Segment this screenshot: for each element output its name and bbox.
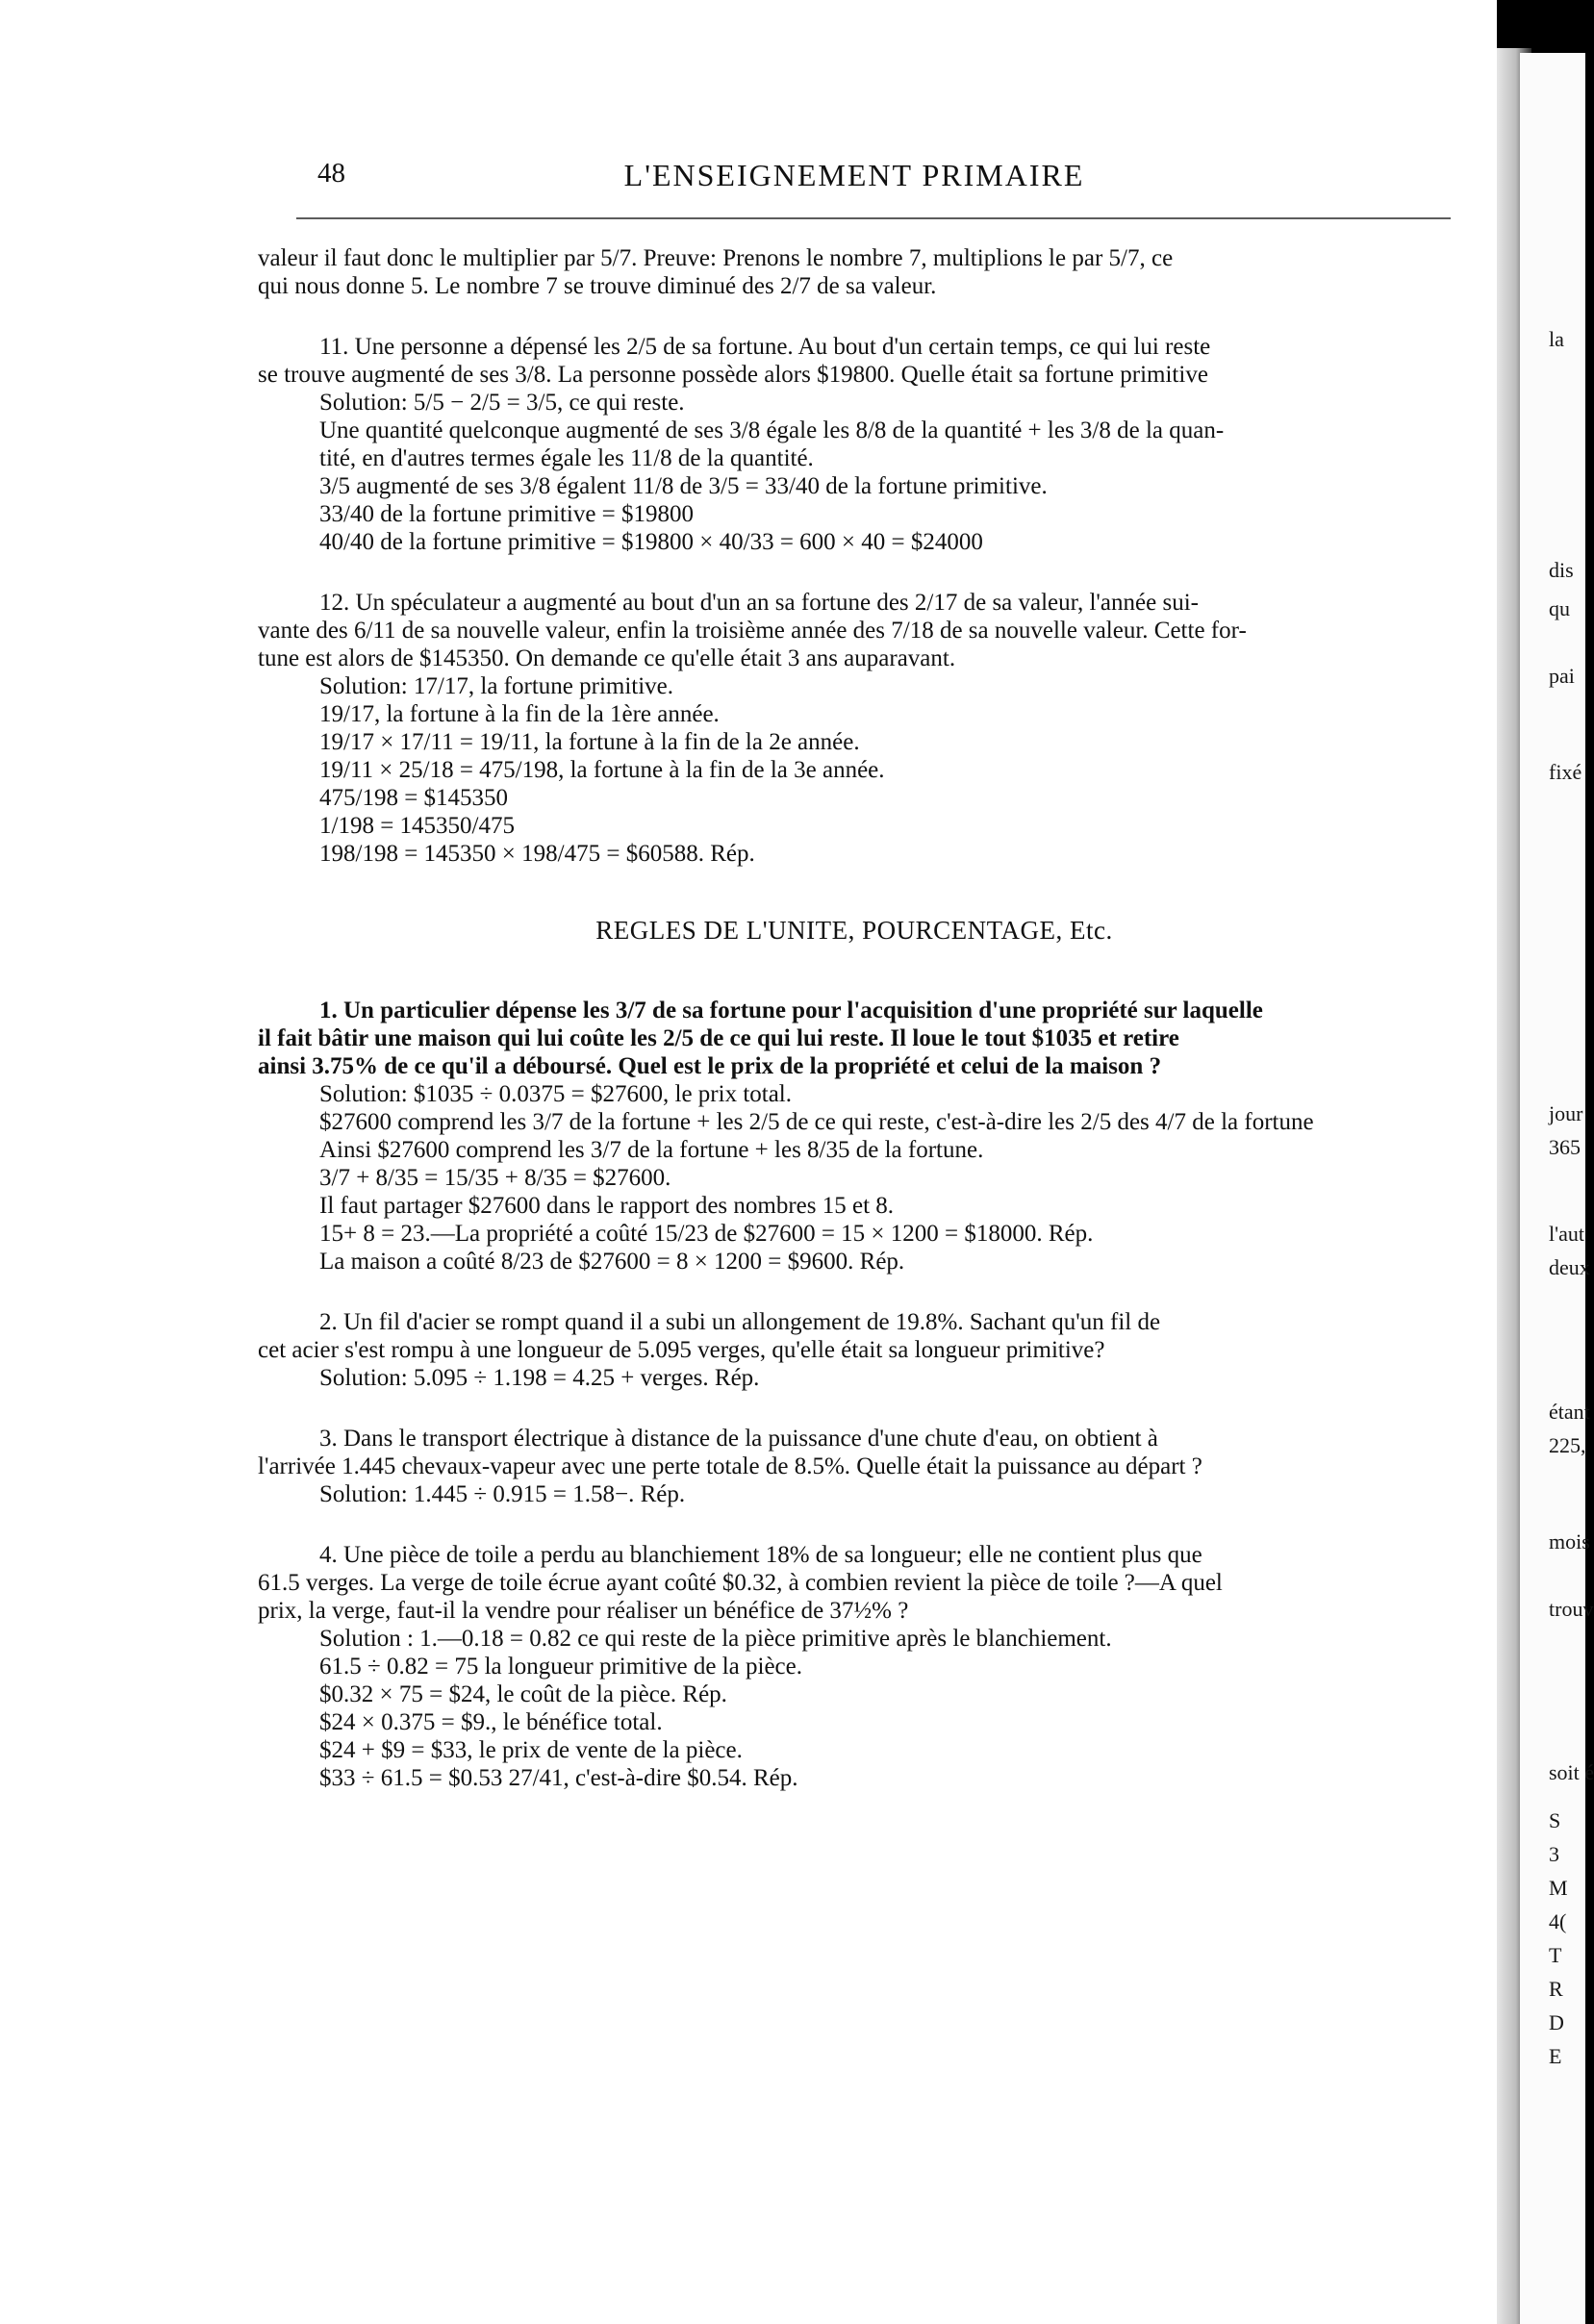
next-page-fragment: 4( bbox=[1549, 1909, 1567, 1933]
solution-line: $24 × 0.375 = $9., le bénéfice total. bbox=[319, 1709, 663, 1735]
solution-line: Il faut partager $27600 dans le rapport des nombres 15 et 8. bbox=[319, 1193, 895, 1219]
block-gap bbox=[258, 964, 1451, 997]
solution-line: Une quantité quelconque augmenté de ses 3/8 égale les 8/8 de la quantité + les 3/8 de la quan- bbox=[319, 417, 1225, 443]
statement-line: 1. Un particulier dépense les 3/7 de sa fortune pour l'acquisition d'une propriété sur laquelle bbox=[319, 998, 1263, 1023]
next-page-fragment: dis bbox=[1549, 558, 1574, 582]
solution-line: Solution: 5.095 ÷ 1.198 = 4.25 + verges. Rép. bbox=[319, 1365, 760, 1391]
statement-line: 3. Dans le transport électrique à distance de la puissance d'une chute d'eau, on obtient à bbox=[319, 1426, 1158, 1452]
block-gap bbox=[258, 1792, 1451, 1825]
next-page-fragment: M bbox=[1549, 1876, 1568, 1900]
next-page-fragment: E bbox=[1549, 2044, 1562, 2068]
next-page-fragment: deux bbox=[1549, 1255, 1590, 1279]
statement-line: cet acier s'est rompu à une longueur de 5.095 verges, qu'elle était sa longueur primitive? bbox=[258, 1337, 1105, 1363]
solution-line: 198/198 = 145350 × 198/475 = $60588. Rép. bbox=[319, 841, 755, 867]
problem-block bbox=[258, 997, 1451, 1276]
solution-line: Ainsi $27600 comprend les 3/7 de la fortune + les 8/35 de la fortune. bbox=[319, 1137, 984, 1163]
problem-block bbox=[258, 333, 1451, 556]
solution-line: 40/40 de la fortune primitive = $19800 × 40/33 = 600 × 40 = $24000 bbox=[319, 529, 983, 555]
next-page-fragment: T bbox=[1549, 1943, 1562, 1967]
statement-line: 4. Une pièce de toile a perdu au blanchiement 18% de sa longueur; elle ne contient plus que bbox=[319, 1542, 1202, 1568]
solution-line: 15+ 8 = 23.—La propriété a coûté 15/23 de $27600 = 15 × 1200 = $18000. Rép. bbox=[319, 1221, 1094, 1247]
statement-line: valeur il faut donc le multiplier par 5/7. Preuve: Prenons le nombre 7, multiplions le par 5/7, ce bbox=[258, 245, 1174, 271]
solution-line: La maison a coûté 8/23 de $27600 = 8 × 1200 = $9600. Rép. bbox=[319, 1249, 905, 1275]
problem-block bbox=[258, 1541, 1451, 1792]
next-page-fragment: R bbox=[1549, 1977, 1563, 2001]
next-page-fragment: la bbox=[1549, 327, 1564, 351]
solution-line: Solution: $1035 ÷ 0.0375 = $27600, le prix total. bbox=[319, 1081, 793, 1107]
solution-line: 33/40 de la fortune primitive = $19800 bbox=[319, 501, 695, 527]
solution-line: Solution: 5/5 − 2/5 = 3/5, ce qui reste. bbox=[319, 390, 685, 416]
block-gap bbox=[258, 868, 1451, 900]
statement-line: il fait bâtir une maison qui lui coûte les 2/5 de ce qui lui reste. Il loue le tout $1035 et retire bbox=[258, 1025, 1179, 1051]
solution-line: 3/7 + 8/35 = 15/35 + 8/35 = $27600. bbox=[319, 1165, 671, 1191]
statement-line: prix, la verge, faut-il la vendre pour réaliser un bénéfice de 37½% ? bbox=[258, 1598, 909, 1624]
text-block bbox=[258, 244, 1451, 300]
statement-line: 12. Un spéculateur a augmenté au bout d'un an sa fortune des 2/17 de sa valeur, l'année sui- bbox=[319, 590, 1199, 616]
statement-line: ainsi 3.75% de ce qu'il a déboursé. Quel est le prix de la propriété et celui de la maison ? bbox=[258, 1053, 1162, 1079]
solution-line: Solution: 1.445 ÷ 0.915 = 1.58−. Rép. bbox=[319, 1481, 686, 1507]
solution-line: Solution: 17/17, la fortune primitive. bbox=[319, 673, 674, 699]
block-gap bbox=[258, 300, 1451, 333]
next-page-fragment: trouv bbox=[1549, 1597, 1594, 1621]
section-heading-block bbox=[258, 916, 1451, 945]
solution-line: 475/198 = $145350 bbox=[319, 785, 509, 811]
next-page-fragment: pai bbox=[1549, 664, 1575, 688]
page-header bbox=[258, 144, 1451, 198]
page-content bbox=[258, 144, 1451, 1825]
next-page-fragment: 365 bbox=[1549, 1135, 1581, 1159]
solution-line: 19/11 × 25/18 = 475/198, la fortune à la fin de la 3e année. bbox=[319, 757, 885, 783]
statement-line: 61.5 verges. La verge de toile écrue ayant coûté $0.32, à combien revient la pièce de toile ?—A quel bbox=[258, 1570, 1223, 1596]
statement-line: tune est alors de $145350. On demande ce qu'elle était 3 ans auparavant. bbox=[258, 645, 956, 671]
statement-line: l'arrivée 1.445 chevaux-vapeur avec une perte totale de 8.5%. Quelle était la puissance au départ ? bbox=[258, 1453, 1202, 1479]
statement-line: 11. Une personne a dépensé les 2/5 de sa fortune. Au bout d'un certain temps, ce qui lui reste bbox=[319, 334, 1211, 360]
solution-line: 19/17, la fortune à la fin de la 1ère année. bbox=[319, 701, 720, 727]
solution-line: 61.5 ÷ 0.82 = 75 la longueur primitive de la pièce. bbox=[319, 1654, 803, 1680]
next-page-edge bbox=[1520, 53, 1594, 2324]
next-page-fragment: fixé bbox=[1549, 760, 1582, 784]
solution-line: tité, en d'autres termes égale les 11/8 de la quantité. bbox=[319, 445, 814, 471]
block-gap bbox=[258, 1276, 1451, 1308]
statement-line: 2. Un fil d'acier se rompt quand il a subi un allongement de 19.8%. Sachant qu'un fil de bbox=[319, 1309, 1161, 1335]
problem-block bbox=[258, 589, 1451, 868]
statement-line: qui nous donne 5. Le nombre 7 se trouve diminué des 2/7 de sa valeur. bbox=[258, 273, 937, 299]
solution-line: 19/17 × 17/11 = 19/11, la fortune à la fin de la 2e année. bbox=[319, 729, 860, 755]
block-gap bbox=[258, 1392, 1451, 1425]
next-page-fragment: soit é bbox=[1549, 1760, 1594, 1784]
block-gap bbox=[258, 1508, 1451, 1541]
running-title: L'ENSEIGNEMENT PRIMAIRE bbox=[623, 158, 1085, 192]
solution-line: 1/198 = 145350/475 bbox=[319, 813, 515, 839]
next-page-fragment: 225, bbox=[1549, 1433, 1586, 1457]
block-gap bbox=[258, 556, 1451, 589]
header-rule bbox=[296, 217, 1451, 219]
next-page-fragment: D bbox=[1549, 2010, 1564, 2034]
next-page-fragment: mois bbox=[1549, 1529, 1590, 1554]
next-page-fragment: jour bbox=[1549, 1101, 1583, 1125]
solution-line: $0.32 × 75 = $24, le coût de la pièce. Rép. bbox=[319, 1681, 727, 1707]
solution-line: $27600 comprend les 3/7 de la fortune + les 2/5 de ce qui reste, c'est-à-dire les 2/5 des 4/7 de la fortune bbox=[319, 1109, 1314, 1135]
next-page-fragment: S bbox=[1549, 1808, 1561, 1832]
section-title: REGLES DE L'UNITE, POURCENTAGE, Etc. bbox=[595, 916, 1113, 945]
next-page-fragment: qu bbox=[1549, 596, 1570, 620]
next-page-fragment: étant bbox=[1549, 1400, 1590, 1424]
next-page-fragment: 3 bbox=[1549, 1842, 1559, 1866]
solution-line: 3/5 augmenté de ses 3/8 égalent 11/8 de 3/5 = 33/40 de la fortune primitive. bbox=[319, 473, 1048, 499]
statement-line: vante des 6/11 de sa nouvelle valeur, enfin la troisième année des 7/18 de sa nouvelle valeur. Cette for- bbox=[258, 618, 1247, 644]
next-page-fragment: l'aut bbox=[1549, 1222, 1584, 1246]
problem-block bbox=[258, 1308, 1451, 1392]
solution-line: $33 ÷ 61.5 = $0.53 27/41, c'est-à-dire $0.54. Rép. bbox=[319, 1765, 798, 1791]
statement-line: se trouve augmenté de ses 3/8. La personne possède alors $19800. Quelle était sa fortune primitive bbox=[258, 362, 1208, 388]
page-number: 48 bbox=[317, 158, 345, 189]
text-body bbox=[258, 244, 1451, 1825]
solution-line: $24 + $9 = $33, le prix de vente de la pièce. bbox=[319, 1737, 743, 1763]
problem-block bbox=[258, 1425, 1451, 1508]
solution-line: Solution : 1.—0.18 = 0.82 ce qui reste de la pièce primitive après le blanchiement. bbox=[319, 1626, 1112, 1652]
